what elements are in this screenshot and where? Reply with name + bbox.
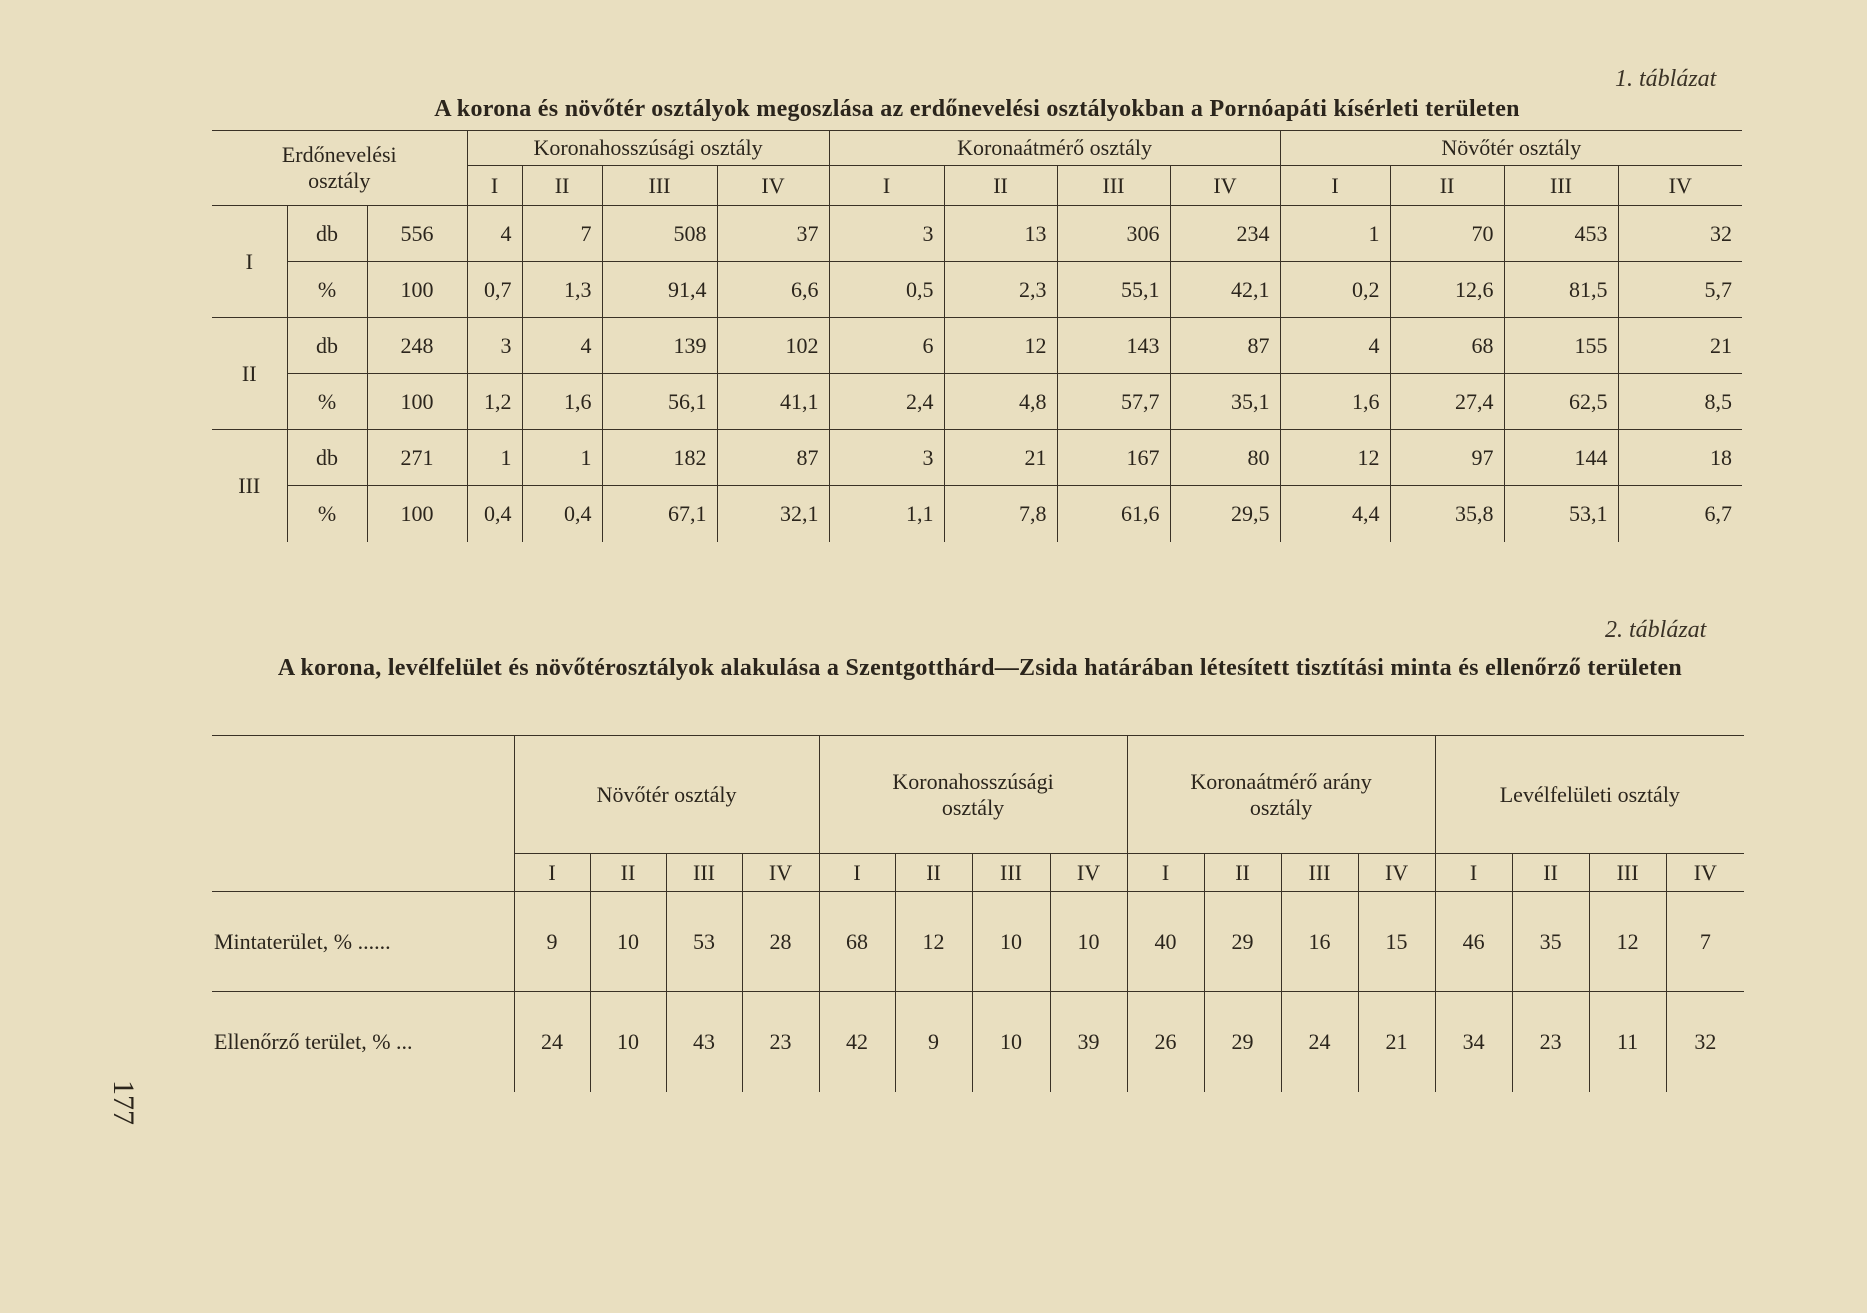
sub-header: III [972, 854, 1050, 892]
sub-header: IV [1358, 854, 1435, 892]
unit-label: % [287, 262, 367, 318]
data-cell: 2,3 [944, 262, 1057, 318]
data-cell: 3 [829, 430, 944, 486]
data-cell: 3 [829, 206, 944, 262]
unit-label: db [287, 318, 367, 374]
data-cell: 56,1 [602, 374, 717, 430]
header-koronahosszusagi: Koronahosszúsági osztály [819, 736, 1127, 854]
header-erdonevelesi: Erdőnevelési osztály [212, 131, 467, 206]
data-cell: 155 [1504, 318, 1618, 374]
sub-header: I [1127, 854, 1204, 892]
table-row [212, 206, 1742, 262]
data-cell: 10 [972, 992, 1050, 1092]
unit-label: % [287, 486, 367, 542]
sub-header: II [944, 166, 1057, 206]
data-cell: 4,4 [1280, 486, 1390, 542]
class-label: I [212, 206, 287, 318]
sub-header: IV [1050, 854, 1127, 892]
sub-header: II [1204, 854, 1281, 892]
data-cell: 97 [1390, 430, 1504, 486]
header-koronahosszusagi: Koronahosszúsági osztály [467, 131, 829, 166]
data-cell: 35,8 [1390, 486, 1504, 542]
data-cell: 5,7 [1618, 262, 1742, 318]
sub-header: III [1281, 854, 1358, 892]
data-cell: 306 [1057, 206, 1170, 262]
data-cell: 1 [522, 430, 602, 486]
data-cell: 15 [1358, 892, 1435, 992]
sub-header: I [467, 166, 522, 206]
sub-header: III [666, 854, 742, 892]
data-cell: 12 [1589, 892, 1666, 992]
data-cell: 4,8 [944, 374, 1057, 430]
data-cell: 32 [1666, 992, 1744, 1092]
data-cell: 6 [829, 318, 944, 374]
data-cell: 6,7 [1618, 486, 1742, 542]
data-cell: 234 [1170, 206, 1280, 262]
data-cell: 0,2 [1280, 262, 1390, 318]
data-cell: 57,7 [1057, 374, 1170, 430]
data-cell: 4 [467, 206, 522, 262]
row-label: Mintaterület, % ...... [212, 892, 514, 992]
data-cell: 11 [1589, 992, 1666, 1092]
table-row [212, 486, 1742, 542]
sub-header: III [602, 166, 717, 206]
table2-corner [212, 736, 514, 854]
sub-header: III [1589, 854, 1666, 892]
sub-header: III [1057, 166, 1170, 206]
data-cell: 12 [944, 318, 1057, 374]
data-cell: 10 [590, 992, 666, 1092]
data-cell: 87 [717, 430, 829, 486]
table-row [212, 262, 1742, 318]
data-cell: 18 [1618, 430, 1742, 486]
data-cell: 10 [1050, 892, 1127, 992]
sub-header: II [590, 854, 666, 892]
table-row [212, 430, 1742, 486]
data-cell: 37 [717, 206, 829, 262]
data-cell: 62,5 [1504, 374, 1618, 430]
data-cell: 53,1 [1504, 486, 1618, 542]
data-cell: 167 [1057, 430, 1170, 486]
unit-label: db [287, 430, 367, 486]
data-cell: 144 [1504, 430, 1618, 486]
data-cell: 27,4 [1390, 374, 1504, 430]
sub-header: IV [1666, 854, 1744, 892]
table1 [212, 130, 1742, 542]
data-cell: 1,1 [829, 486, 944, 542]
sub-header: II [1512, 854, 1589, 892]
total-cell: 100 [367, 262, 467, 318]
data-cell: 10 [972, 892, 1050, 992]
data-cell: 1 [1280, 206, 1390, 262]
data-cell: 32,1 [717, 486, 829, 542]
data-cell: 4 [522, 318, 602, 374]
table-row [212, 892, 1744, 992]
data-cell: 102 [717, 318, 829, 374]
data-cell: 0,4 [522, 486, 602, 542]
data-cell: 35,1 [1170, 374, 1280, 430]
class-label: III [238, 472, 261, 498]
data-cell: 1,6 [522, 374, 602, 430]
data-cell: 2,4 [829, 374, 944, 430]
data-cell: 81,5 [1504, 262, 1618, 318]
data-cell: 12 [895, 892, 972, 992]
data-cell: 24 [514, 992, 590, 1092]
header-koronaatmero: Koronaátmérő osztály [829, 131, 1280, 166]
data-cell: 508 [602, 206, 717, 262]
data-cell: 9 [895, 992, 972, 1092]
data-cell: 87 [1170, 318, 1280, 374]
data-cell: 29 [1204, 992, 1281, 1092]
data-cell: 1,6 [1280, 374, 1390, 430]
table-row [212, 318, 1742, 374]
data-cell: 0,5 [829, 262, 944, 318]
sub-header: I [829, 166, 944, 206]
data-cell: 42,1 [1170, 262, 1280, 318]
data-cell: 43 [666, 992, 742, 1092]
data-cell: 0,4 [467, 486, 522, 542]
data-cell: 46 [1435, 892, 1512, 992]
unit-label: db [287, 206, 367, 262]
data-cell: 29 [1204, 892, 1281, 992]
data-cell: 21 [944, 430, 1057, 486]
data-cell: 6,6 [717, 262, 829, 318]
table-row [212, 374, 1742, 430]
data-cell: 34 [1435, 992, 1512, 1092]
data-cell: 7,8 [944, 486, 1057, 542]
data-cell: 26 [1127, 992, 1204, 1092]
data-cell: 9 [514, 892, 590, 992]
data-cell: 139 [602, 318, 717, 374]
data-cell: 8,5 [1618, 374, 1742, 430]
data-cell: 35 [1512, 892, 1589, 992]
table1-body [212, 206, 1742, 542]
sub-header: I [1435, 854, 1512, 892]
data-cell: 7 [1666, 892, 1744, 992]
data-cell: 32 [1618, 206, 1742, 262]
total-cell: 271 [367, 430, 467, 486]
data-cell: 1,2 [467, 374, 522, 430]
data-cell: 40 [1127, 892, 1204, 992]
data-cell: 23 [1512, 992, 1589, 1092]
sub-header: IV [1618, 166, 1742, 206]
table1-tag: 1. táblázat [1615, 66, 1717, 92]
data-cell: 70 [1390, 206, 1504, 262]
data-cell: 53 [666, 892, 742, 992]
data-cell: 29,5 [1170, 486, 1280, 542]
data-cell: 61,6 [1057, 486, 1170, 542]
row-label: Ellenőrző terület, % ... [214, 1028, 413, 1054]
data-cell: 0,7 [467, 262, 522, 318]
data-cell: 16 [1281, 892, 1358, 992]
total-cell: 248 [367, 318, 467, 374]
data-cell: 10 [590, 892, 666, 992]
table2 [212, 735, 1744, 1092]
data-cell: 4 [1280, 318, 1390, 374]
table1-title: A korona és növőtér osztályok megoszlása az erdőnevelési osztályokban a Pornóapáti kísérleti területen [434, 96, 1520, 122]
table2-body [212, 892, 1744, 1092]
data-cell: 12 [1280, 430, 1390, 486]
sub-header: I [819, 854, 895, 892]
class-label: II [212, 318, 287, 430]
data-cell: 23 [742, 992, 819, 1092]
data-cell: 42 [819, 992, 895, 1092]
header-novoter: Növőtér osztály [1280, 131, 1742, 166]
table2-tag: 2. táblázat [1605, 617, 1707, 643]
sub-header: II [895, 854, 972, 892]
data-cell: 41,1 [717, 374, 829, 430]
data-cell: 182 [602, 430, 717, 486]
data-cell: 39 [1050, 992, 1127, 1092]
sub-header: IV [1170, 166, 1280, 206]
data-cell: 24 [1281, 992, 1358, 1092]
table2-title: A korona, levélfelület és növőtérosztályok alakulása a Szentgotthárd—Zsida határában létesített tisztítási minta és ellenőrző területen [277, 655, 1683, 681]
data-cell: 143 [1057, 318, 1170, 374]
data-cell: 91,4 [602, 262, 717, 318]
data-cell: 21 [1618, 318, 1742, 374]
header-novoter: Növőtér osztály [514, 736, 819, 854]
data-cell: 67,1 [602, 486, 717, 542]
table2-corner-bottom [212, 854, 514, 892]
unit-label: % [287, 374, 367, 430]
total-cell: 100 [367, 486, 467, 542]
data-cell: 3 [467, 318, 522, 374]
total-cell: 556 [367, 206, 467, 262]
sub-header: II [522, 166, 602, 206]
header-koronaatmero-arany: Koronaátmérő arány osztály [1127, 736, 1435, 854]
data-cell: 12,6 [1390, 262, 1504, 318]
data-cell: 13 [944, 206, 1057, 262]
header-levelfeluleti: Levélfelületi osztály [1435, 736, 1744, 854]
data-cell: 7 [522, 206, 602, 262]
data-cell: 55,1 [1057, 262, 1170, 318]
data-cell: 68 [819, 892, 895, 992]
sub-header: IV [742, 854, 819, 892]
sub-header: II [1390, 166, 1504, 206]
sub-header: III [1504, 166, 1618, 206]
sub-header: I [514, 854, 590, 892]
data-cell: 1 [467, 430, 522, 486]
sub-header: IV [717, 166, 829, 206]
data-cell: 21 [1358, 992, 1435, 1092]
sub-header: I [1280, 166, 1390, 206]
table-row [212, 992, 1744, 1092]
data-cell: 68 [1390, 318, 1504, 374]
page-number: 177 [107, 1080, 140, 1125]
data-cell: 28 [742, 892, 819, 992]
data-cell: 80 [1170, 430, 1280, 486]
data-cell: 1,3 [522, 262, 602, 318]
total-cell: 100 [367, 374, 467, 430]
data-cell: 453 [1504, 206, 1618, 262]
